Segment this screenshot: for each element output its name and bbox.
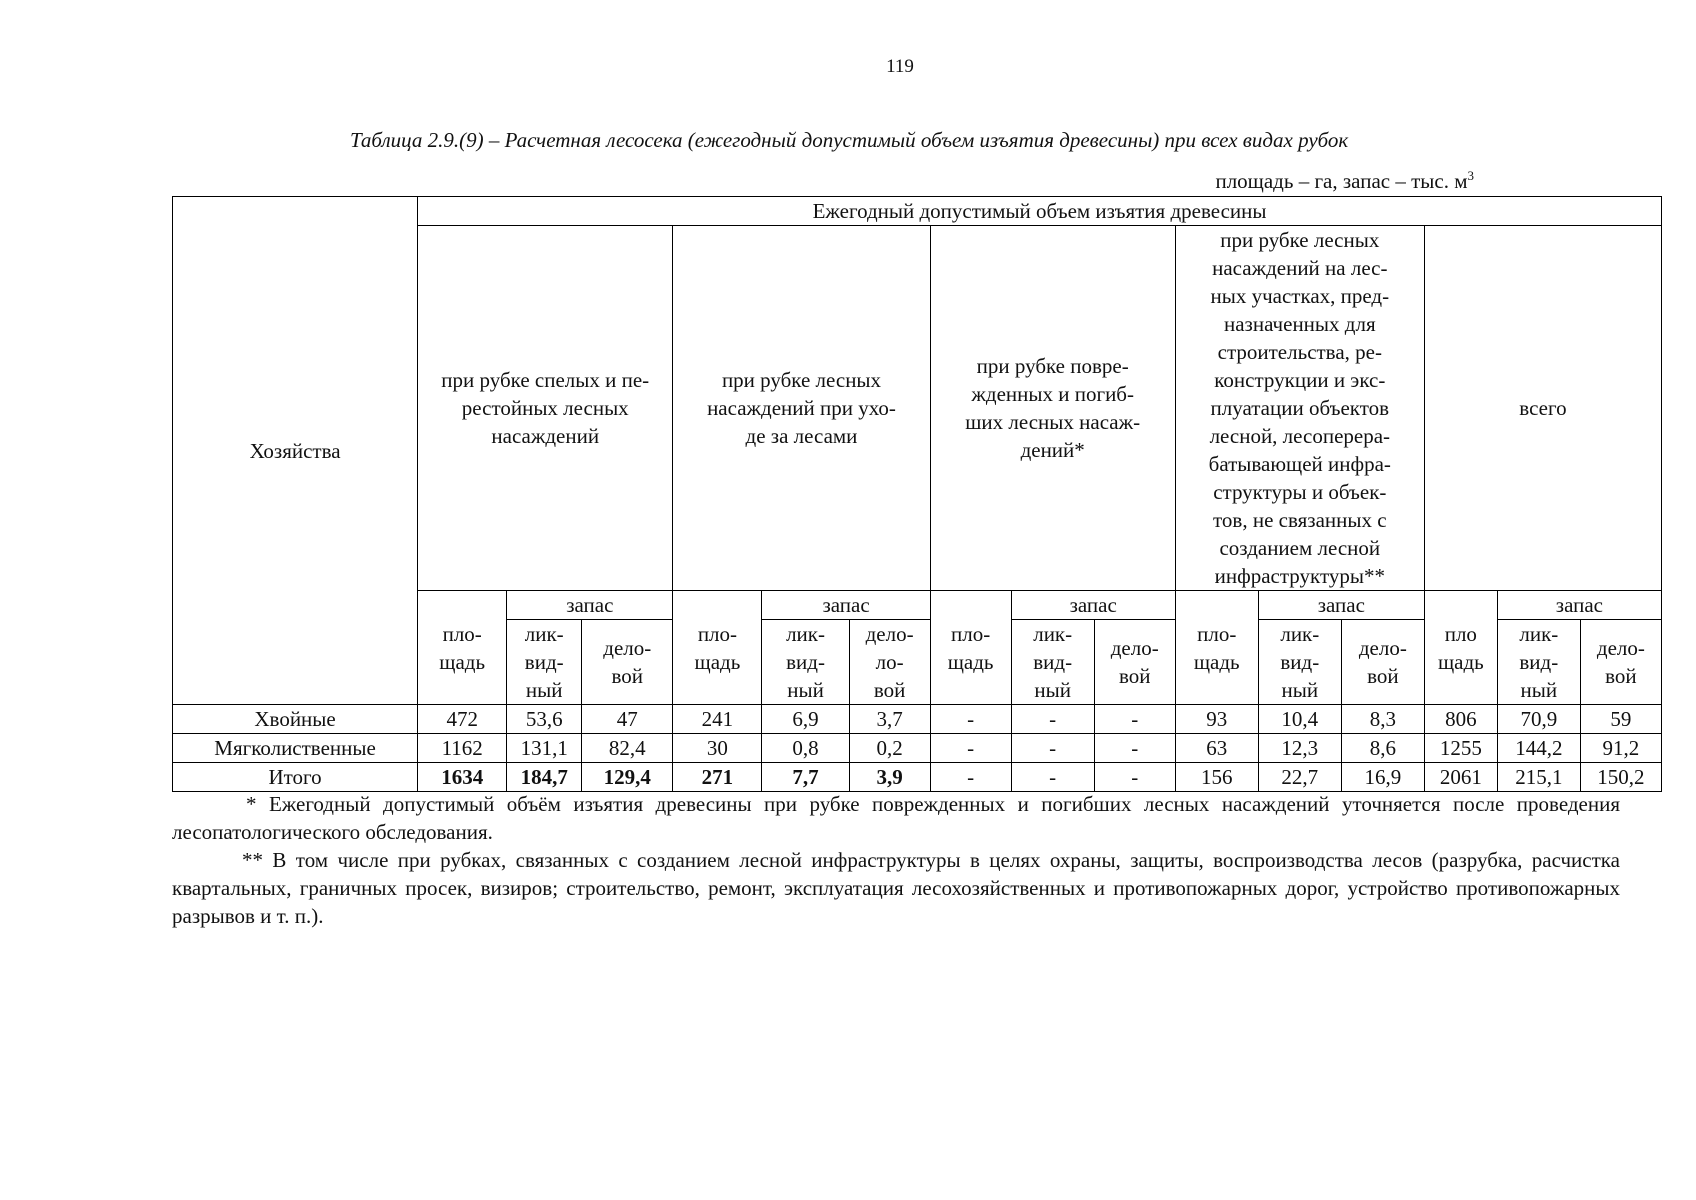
table-cell: 30	[673, 734, 762, 763]
row-label: Мягколиственные	[173, 734, 418, 763]
subheader-commercial: дело- вой	[1094, 620, 1175, 705]
footnote-2: ** В том числе при рубках, связанных с созданием лесной инфраструктуры в целях охраны, защиты, воспроизводства лесов (разрубка, расчистка квартальных, граничных просек, визиров; строительство, ремонт, эксплуатация лесохозяйственных и противопожарных дорог, устройство противопожарных разрывов и т. п.).	[172, 848, 1620, 928]
table-cell: 59	[1580, 705, 1661, 734]
table-cell: -	[930, 763, 1011, 792]
table-cell: -	[1094, 705, 1175, 734]
table-body	[173, 705, 1662, 792]
table-cell: 16,9	[1341, 763, 1424, 792]
table-cell: 271	[673, 763, 762, 792]
subheader-liquid: лик- вид- ный	[762, 620, 849, 705]
group-header-thinning	[673, 226, 930, 591]
table-cell: 63	[1175, 734, 1258, 763]
table-cell: 472	[418, 705, 507, 734]
table-cell: 6,9	[762, 705, 849, 734]
table-cell: 12,3	[1258, 734, 1341, 763]
subheader-commercial: дело- ло- вой	[849, 620, 930, 705]
group-header-text: при рубке лесных насаждений на лес- ных участках, пред- назначенных для строительства, ре- конструкции и экс- плуатации объектов лесной, лесоперера- батывающей инфра- структуры и объек- тов, не связанных с созданием лесной инфраструктуры**	[1208, 228, 1391, 588]
subheader-commercial: дело- вой	[1580, 620, 1661, 705]
table-cell: 7,7	[762, 763, 849, 792]
table-caption: Таблица 2.9.(9) – Расчетная лесосека (ежегодный допустимый объем изъятия древесины) при всех видах рубок	[350, 128, 1349, 152]
table-cell: 3,9	[849, 763, 930, 792]
table-cell: 2061	[1424, 763, 1497, 792]
table-cell: 131,1	[507, 734, 582, 763]
table-cell: 0,8	[762, 734, 849, 763]
footnote-1: * Ежегодный допустимый объём изъятия древесины при рубке поврежденных и погибших лесных насаждений уточняется после проведения лесопатологического обследования.	[172, 792, 1620, 844]
group-header-construction	[1175, 226, 1424, 591]
units-text: площадь – га, запас – тыс. м	[1215, 169, 1468, 193]
subheader-stock: запас	[1497, 591, 1661, 620]
row-label: Хвойные	[173, 705, 418, 734]
table-cell: -	[930, 705, 1011, 734]
group-header-text: при рубке повре- жденных и погиб- ших лесных насаж- дений*	[965, 354, 1141, 462]
subheader-area: пло- щадь	[1175, 591, 1258, 705]
allowable-cut-table	[172, 196, 1662, 792]
units-superscript: 3	[1467, 168, 1474, 183]
table-cell: 47	[582, 705, 673, 734]
table-cell: 215,1	[1497, 763, 1580, 792]
subheader-liquid: лик- вид- ный	[1258, 620, 1341, 705]
table-cell: -	[1094, 763, 1175, 792]
group-header-text: при рубке спелых и пе- рестойных лесных насаждений	[441, 368, 650, 448]
subheader-stock: запас	[1258, 591, 1424, 620]
subheader-liquid: лик- вид- ный	[507, 620, 582, 705]
table-cell: -	[1011, 734, 1094, 763]
table-cell: 184,7	[507, 763, 582, 792]
table-cell: 1634	[418, 763, 507, 792]
table-cell: 156	[1175, 763, 1258, 792]
group-header-text: всего	[1519, 396, 1567, 420]
row-label: Итого	[173, 763, 418, 792]
table-cell: 8,6	[1341, 734, 1424, 763]
group-header-damaged	[930, 226, 1175, 591]
table-cell: 91,2	[1580, 734, 1661, 763]
subheader-commercial: дело- вой	[1341, 620, 1424, 705]
subheader-area: пло щадь	[1424, 591, 1497, 705]
table-cell: -	[1094, 734, 1175, 763]
table-row	[173, 763, 1662, 792]
page-number: 119	[886, 56, 914, 77]
table-cell: 1162	[418, 734, 507, 763]
table-cell: 10,4	[1258, 705, 1341, 734]
subheader-area: пло- щадь	[673, 591, 762, 705]
table-cell: 129,4	[582, 763, 673, 792]
table-cell: 144,2	[1497, 734, 1580, 763]
subheader-commercial: дело- вой	[582, 620, 673, 705]
table-cell: 70,9	[1497, 705, 1580, 734]
subheader-area: пло- щадь	[418, 591, 507, 705]
table-cell: 22,7	[1258, 763, 1341, 792]
table-cell: 241	[673, 705, 762, 734]
table-cell: 53,6	[507, 705, 582, 734]
table-cell: -	[930, 734, 1011, 763]
table-cell: 82,4	[582, 734, 673, 763]
group-header-mature	[418, 226, 673, 591]
table-cell: 150,2	[1580, 763, 1661, 792]
table-cell: 1255	[1424, 734, 1497, 763]
table-row	[173, 705, 1662, 734]
table-cell: 93	[1175, 705, 1258, 734]
table-cell: 0,2	[849, 734, 930, 763]
table-cell: 8,3	[1341, 705, 1424, 734]
table-row	[173, 734, 1662, 763]
subheader-stock: запас	[1011, 591, 1175, 620]
group-header-total	[1424, 226, 1661, 591]
group-header-text: при рубке лесных насаждений при ухо- де за лесами	[707, 368, 896, 448]
units-note	[1215, 168, 1474, 194]
row-header-cell: Хозяйства	[173, 197, 418, 705]
table-cell: -	[1011, 763, 1094, 792]
top-header-cell: Ежегодный допустимый объем изъятия древесины	[418, 197, 1662, 226]
table-cell: 806	[1424, 705, 1497, 734]
subheader-stock: запас	[507, 591, 673, 620]
subheader-liquid: лик- вид- ный	[1011, 620, 1094, 705]
subheader-stock: запас	[762, 591, 930, 620]
subheader-liquid: лик- вид- ный	[1497, 620, 1580, 705]
table-cell: -	[1011, 705, 1094, 734]
table-cell: 3,7	[849, 705, 930, 734]
subheader-area: пло- щадь	[930, 591, 1011, 705]
